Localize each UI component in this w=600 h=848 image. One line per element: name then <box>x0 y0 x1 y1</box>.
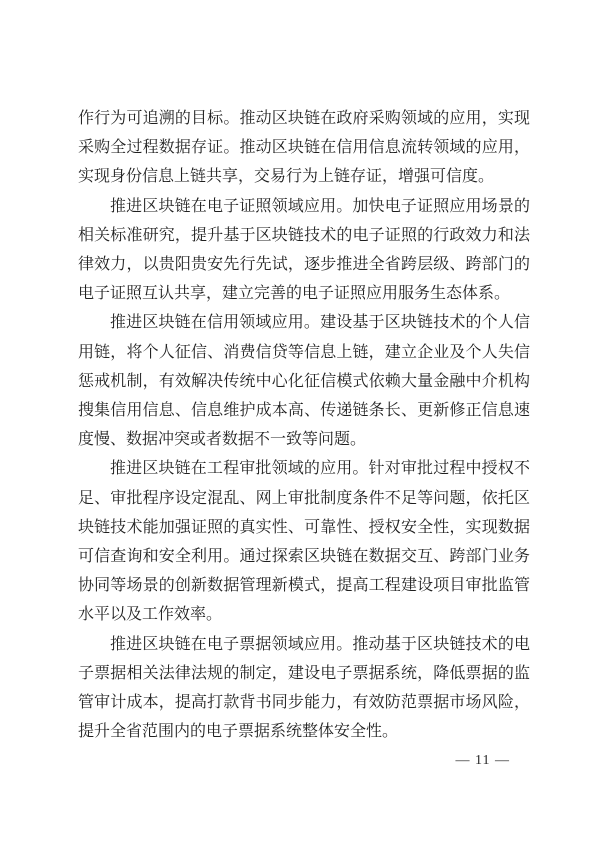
page-number: — 11 — <box>455 753 510 768</box>
paragraph-electronic-license: 推进区块链在电子证照领域应用。加快电子证照应用场景的相关标准研究，提升基于区块链技术的电子证照的行政效力和法律效力，以贵阳贵安先行先试，逐步推进全省跨层级、跨部门的电子证照互认共享，建立完善的电子证照应用服务生态体系。 <box>78 197 530 303</box>
paragraph-continuation-procurement-credit: 作行为可追溯的目标。推动区块链在政府采购领域的应用，实现采购全过程数据存证。推动区块链在信用信息流转领域的应用，实现身份信息上链共享，交易行为上链存证，增强可信度。 <box>78 110 530 186</box>
paragraph-credit-domain: 推进区块链在信用领域应用。建设基于区块链技术的个人信用链，将个人征信、消费信贷等信息上链，建立企业及个人失信惩戒机制，有效解决传统中心化征信模式依赖大量金融中介机构搜集信用信息、信息维护成本高、传递链条长、更新修正信息速度慢、数据冲突或者数据不一致等问题。 <box>78 314 530 449</box>
paragraph-electronic-invoice: 推进区块链在电子票据领域应用。推动基于区块链技术的电子票据相关法律法规的制定，建设电子票据系统，降低票据的监管审计成本，提高打款背书同步能力，有效防范票据市场风险，提升全省范围内的电子票据系统整体安全性。 <box>78 635 530 741</box>
paragraph-project-approval: 推进区块链在工程审批领域的应用。针对审批过程中授权不足、审批程序设定混乱、网上审批制度条件不足等问题，依托区块链技术能加强证照的真实性、可靠性、授权安全性，实现数据可信查询和安全利用。通过探索区块链在数据交互、跨部门业务协同等场景的创新数据管理新模式，提高工程建设项目审批监管水平以及工作效率。 <box>78 460 530 624</box>
body-text-block <box>78 104 530 746</box>
